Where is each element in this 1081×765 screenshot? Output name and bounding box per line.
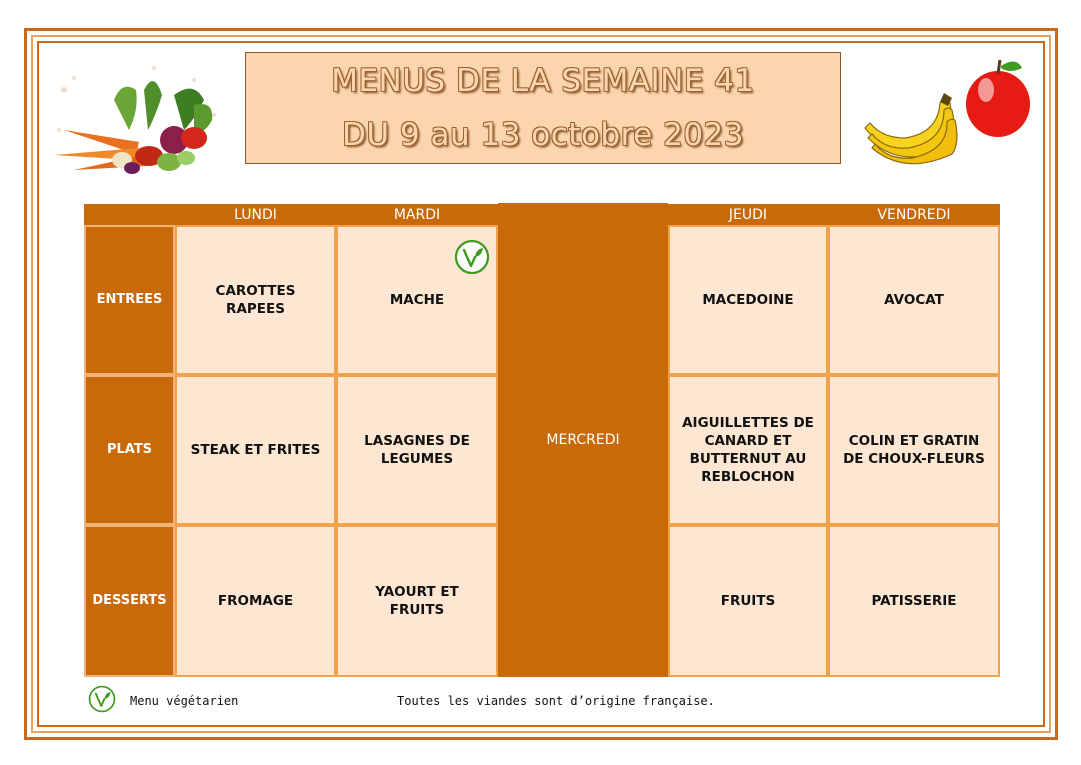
title-box	[245, 52, 841, 164]
header-corner	[84, 203, 175, 225]
meal-mardi-plat: LASAGNES DE LEGUMES	[336, 375, 498, 525]
row-header-entrees: ENTREES	[84, 225, 175, 375]
wednesday-column: MERCREDI	[498, 203, 668, 677]
day-header-jeudi: JEUDI	[668, 203, 828, 225]
origin-note: Toutes les viandes sont d’origine française.	[397, 694, 715, 708]
meal-vendredi-entree: AVOCAT	[828, 225, 1000, 375]
row-header-desserts: DESSERTS	[84, 525, 175, 677]
meal-jeudi-plat: AIGUILLETTES DE CANARD ET BUTTERNUT AU REBLOCHON	[668, 375, 828, 525]
day-header-vendredi: VENDREDI	[828, 203, 1000, 225]
vegetarian-legend-icon	[88, 685, 116, 713]
meal-mardi-entree: MACHE	[336, 225, 498, 375]
legend-vegetarian-label: Menu végétarien	[130, 694, 239, 708]
fruit-group	[860, 58, 1035, 170]
meal-lundi-entree: CAROTTES RAPEES	[175, 225, 336, 375]
banana-icon	[865, 93, 957, 164]
date-range: DU 9 au 13 octobre 2023	[342, 117, 744, 153]
meal-vendredi-dessert: PATISSERIE	[828, 525, 1000, 677]
meal-lundi-plat: STEAK ET FRITES	[175, 375, 336, 525]
meal-jeudi-entree: MACEDOINE	[668, 225, 828, 375]
page-title: MENUS DE LA SEMAINE 41	[331, 63, 755, 99]
day-header-mardi: MARDI	[336, 203, 498, 225]
meal-lundi-dessert: FROMAGE	[175, 525, 336, 677]
row-header-plats: PLATS	[84, 375, 175, 525]
apple-icon	[966, 60, 1030, 137]
meal-vendredi-plat: COLIN ET GRATIN DE CHOUX-FLEURS	[828, 375, 1000, 525]
vegetables-icon	[44, 60, 224, 190]
vegetarian-leaf-icon	[454, 239, 490, 275]
menu-table	[84, 203, 1000, 677]
meal-jeudi-dessert: FRUITS	[668, 525, 828, 677]
day-header-lundi: LUNDI	[175, 203, 336, 225]
meal-mardi-dessert: YAOURT ET FRUITS	[336, 525, 498, 677]
